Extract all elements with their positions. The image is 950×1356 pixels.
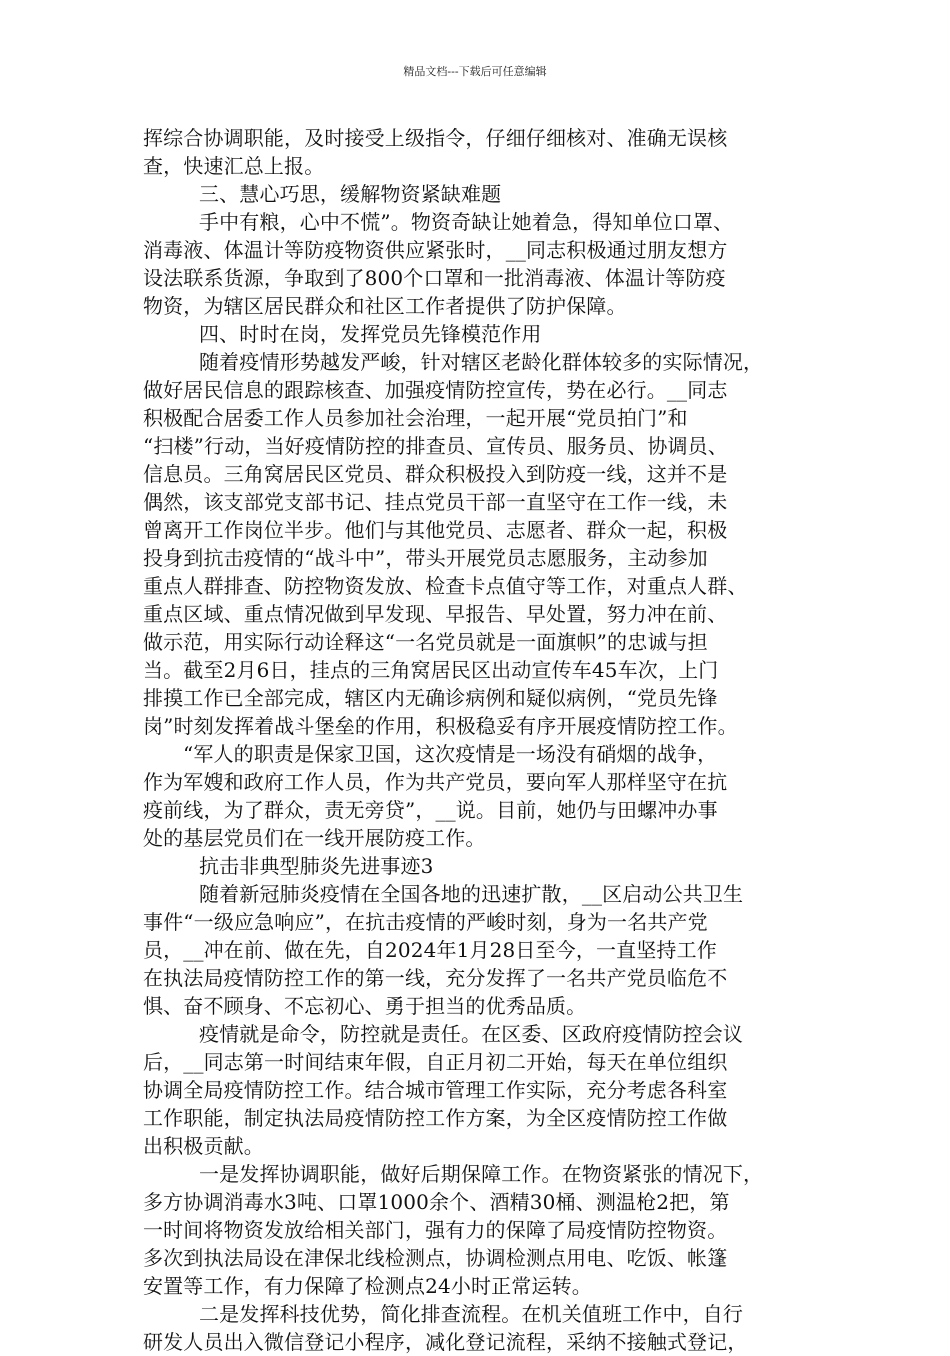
text-line: 设法联系货源，争取到了800个口罩和一批消毒液、体温计等防疫 bbox=[143, 266, 726, 290]
text-line: 多次到执法局设在津保北线检测点，协调检测点用电、吃饭、帐篷 bbox=[143, 1246, 728, 1270]
text-line: 协调全局疫情防控工作。结合城市管理工作实际，充分考虑各科室 bbox=[143, 1078, 728, 1102]
text-line: 惧、奋不顾身、不忘初心、勇于担当的优秀品质。 bbox=[143, 994, 587, 1018]
text-line: 重点区域、重点情况做到早发现、早报告、早处置，努力冲在前、 bbox=[143, 602, 728, 626]
section-heading: 四、时时在岗，发挥党员先锋模范作用 bbox=[199, 322, 542, 346]
section-heading: 抗击非典型肺炎先进事迹3 bbox=[199, 854, 434, 878]
text-line: “扫楼”行动，当好疫情防控的排查员、宣传员、服务员、协调员、 bbox=[143, 434, 728, 458]
text-line: 信息员。三角窝居民区党员、群众积极投入到防疫一线，这并不是 bbox=[143, 462, 728, 486]
text-line: 做示范，用实际行动诠释这“一名党员就是一面旗帜”的忠诚与担 bbox=[143, 630, 708, 654]
text-line: 作为军嫂和政府工作人员，作为共产党员，要向军人那样坚守在抗 bbox=[143, 770, 728, 794]
text-line: 安置等工作，有力保障了检测点24小时正常运转。 bbox=[143, 1274, 592, 1298]
text-line: 积极配合居委工作人员参加社会治理，一起开展“党员拍门”和 bbox=[143, 406, 688, 430]
text-line: 挥综合协调职能，及时接受上级指令，仔细仔细核对、准确无误核 bbox=[143, 126, 728, 150]
text-line: 投身到抗击疫情的“战斗中”，带头开展党员志愿服务，主动参加 bbox=[143, 546, 708, 570]
text-line: 工作职能，制定执法局疫情防控工作方案，为全区疫情防控工作做 bbox=[143, 1106, 728, 1130]
text-line: 多方协调消毒水3吨、口罩1000余个、酒精30桶、测温枪2把，第 bbox=[143, 1190, 730, 1214]
page-header: 精品文档---下载后可任意编辑 bbox=[403, 65, 547, 78]
text-line: 出积极贡献。 bbox=[143, 1134, 264, 1158]
text-line: 研发人员出入微信登记小程序，减化登记流程，采纳不接触式登记， bbox=[143, 1330, 748, 1354]
text-line: 重点人群排查、防控物资发放、检查卡点值守等工作，对重点人群、 bbox=[143, 574, 748, 598]
text-line: 物资，为辖区居民群众和社区工作者提供了防护保障。 bbox=[143, 294, 627, 318]
text-line: 一时间将物资发放给相关部门，强有力的保障了局疫情防控物资。 bbox=[143, 1218, 728, 1242]
text-line: 事件“一级应急响应”，在抗击疫情的严峻时刻，身为一名共产党 bbox=[143, 910, 708, 934]
text-line: 处的基层党员们在一线开展防疫工作。 bbox=[143, 826, 486, 850]
text-line: 消毒液、体温计等防疫物资供应紧张时，__同志积极通过朋友想方 bbox=[143, 238, 728, 262]
text-line: 手中有粮，心中不慌”。物资奇缺让她着急，得知单位口罩、 bbox=[199, 210, 734, 234]
text-line: 疫前线，为了群众，责无旁贷”，__说。目前，她仍与田螺冲办事 bbox=[143, 798, 718, 822]
document-body bbox=[143, 124, 823, 1356]
text-line: “军人的职责是保家卫国，这次疫情是一场没有硝烟的战争， bbox=[183, 742, 718, 766]
text-line: 随着疫情形势越发严峻，针对辖区老龄化群体较多的实际情况， bbox=[199, 350, 764, 374]
text-line: 当。截至2月6日，挂点的三角窝居民区出动宣传车45车次，上门 bbox=[143, 658, 719, 682]
text-line: 排摸工作已全部完成，辖区内无确诊病例和疑似病例，“党员先锋 bbox=[143, 686, 718, 710]
text-line: 随着新冠肺炎疫情在全国各地的迅速扩散，__区启动公共卫生 bbox=[199, 882, 744, 906]
text-line: 在执法局疫情防控工作的第一线，充分发挥了一名共产党员临危不 bbox=[143, 966, 728, 990]
text-line: 曾离开工作岗位半步。他们与其他党员、志愿者、群众一起，积极 bbox=[143, 518, 728, 542]
text-line: 疫情就是命令，防控就是责任。在区委、区政府疫情防控会议 bbox=[199, 1022, 744, 1046]
text-line: 做好居民信息的跟踪核查、加强疫情防控宣传，势在必行。__同志 bbox=[143, 378, 728, 402]
text-line: 查，快速汇总上报。 bbox=[143, 154, 325, 178]
text-line: 二是发挥科技优势，简化排查流程。在机关值班工作中，自行 bbox=[199, 1302, 744, 1326]
section-heading: 三、慧心巧思，缓解物资紧缺难题 bbox=[199, 182, 502, 206]
text-line: 偶然，该支部党支部书记、挂点党员干部一直坚守在工作一线，未 bbox=[143, 490, 728, 514]
text-line: 一是发挥协调职能，做好后期保障工作。在物资紧张的情况下， bbox=[199, 1162, 764, 1186]
text-line: 岗”时刻发挥着战斗堡垒的作用，积极稳妥有序开展疫情防控工作。 bbox=[143, 714, 738, 738]
text-line: 后，__同志第一时间结束年假，自正月初二开始，每天在单位组织 bbox=[143, 1050, 728, 1074]
text-line: 员，__冲在前、做在先，自2024年1月28日至今，一直坚持工作 bbox=[143, 938, 717, 962]
